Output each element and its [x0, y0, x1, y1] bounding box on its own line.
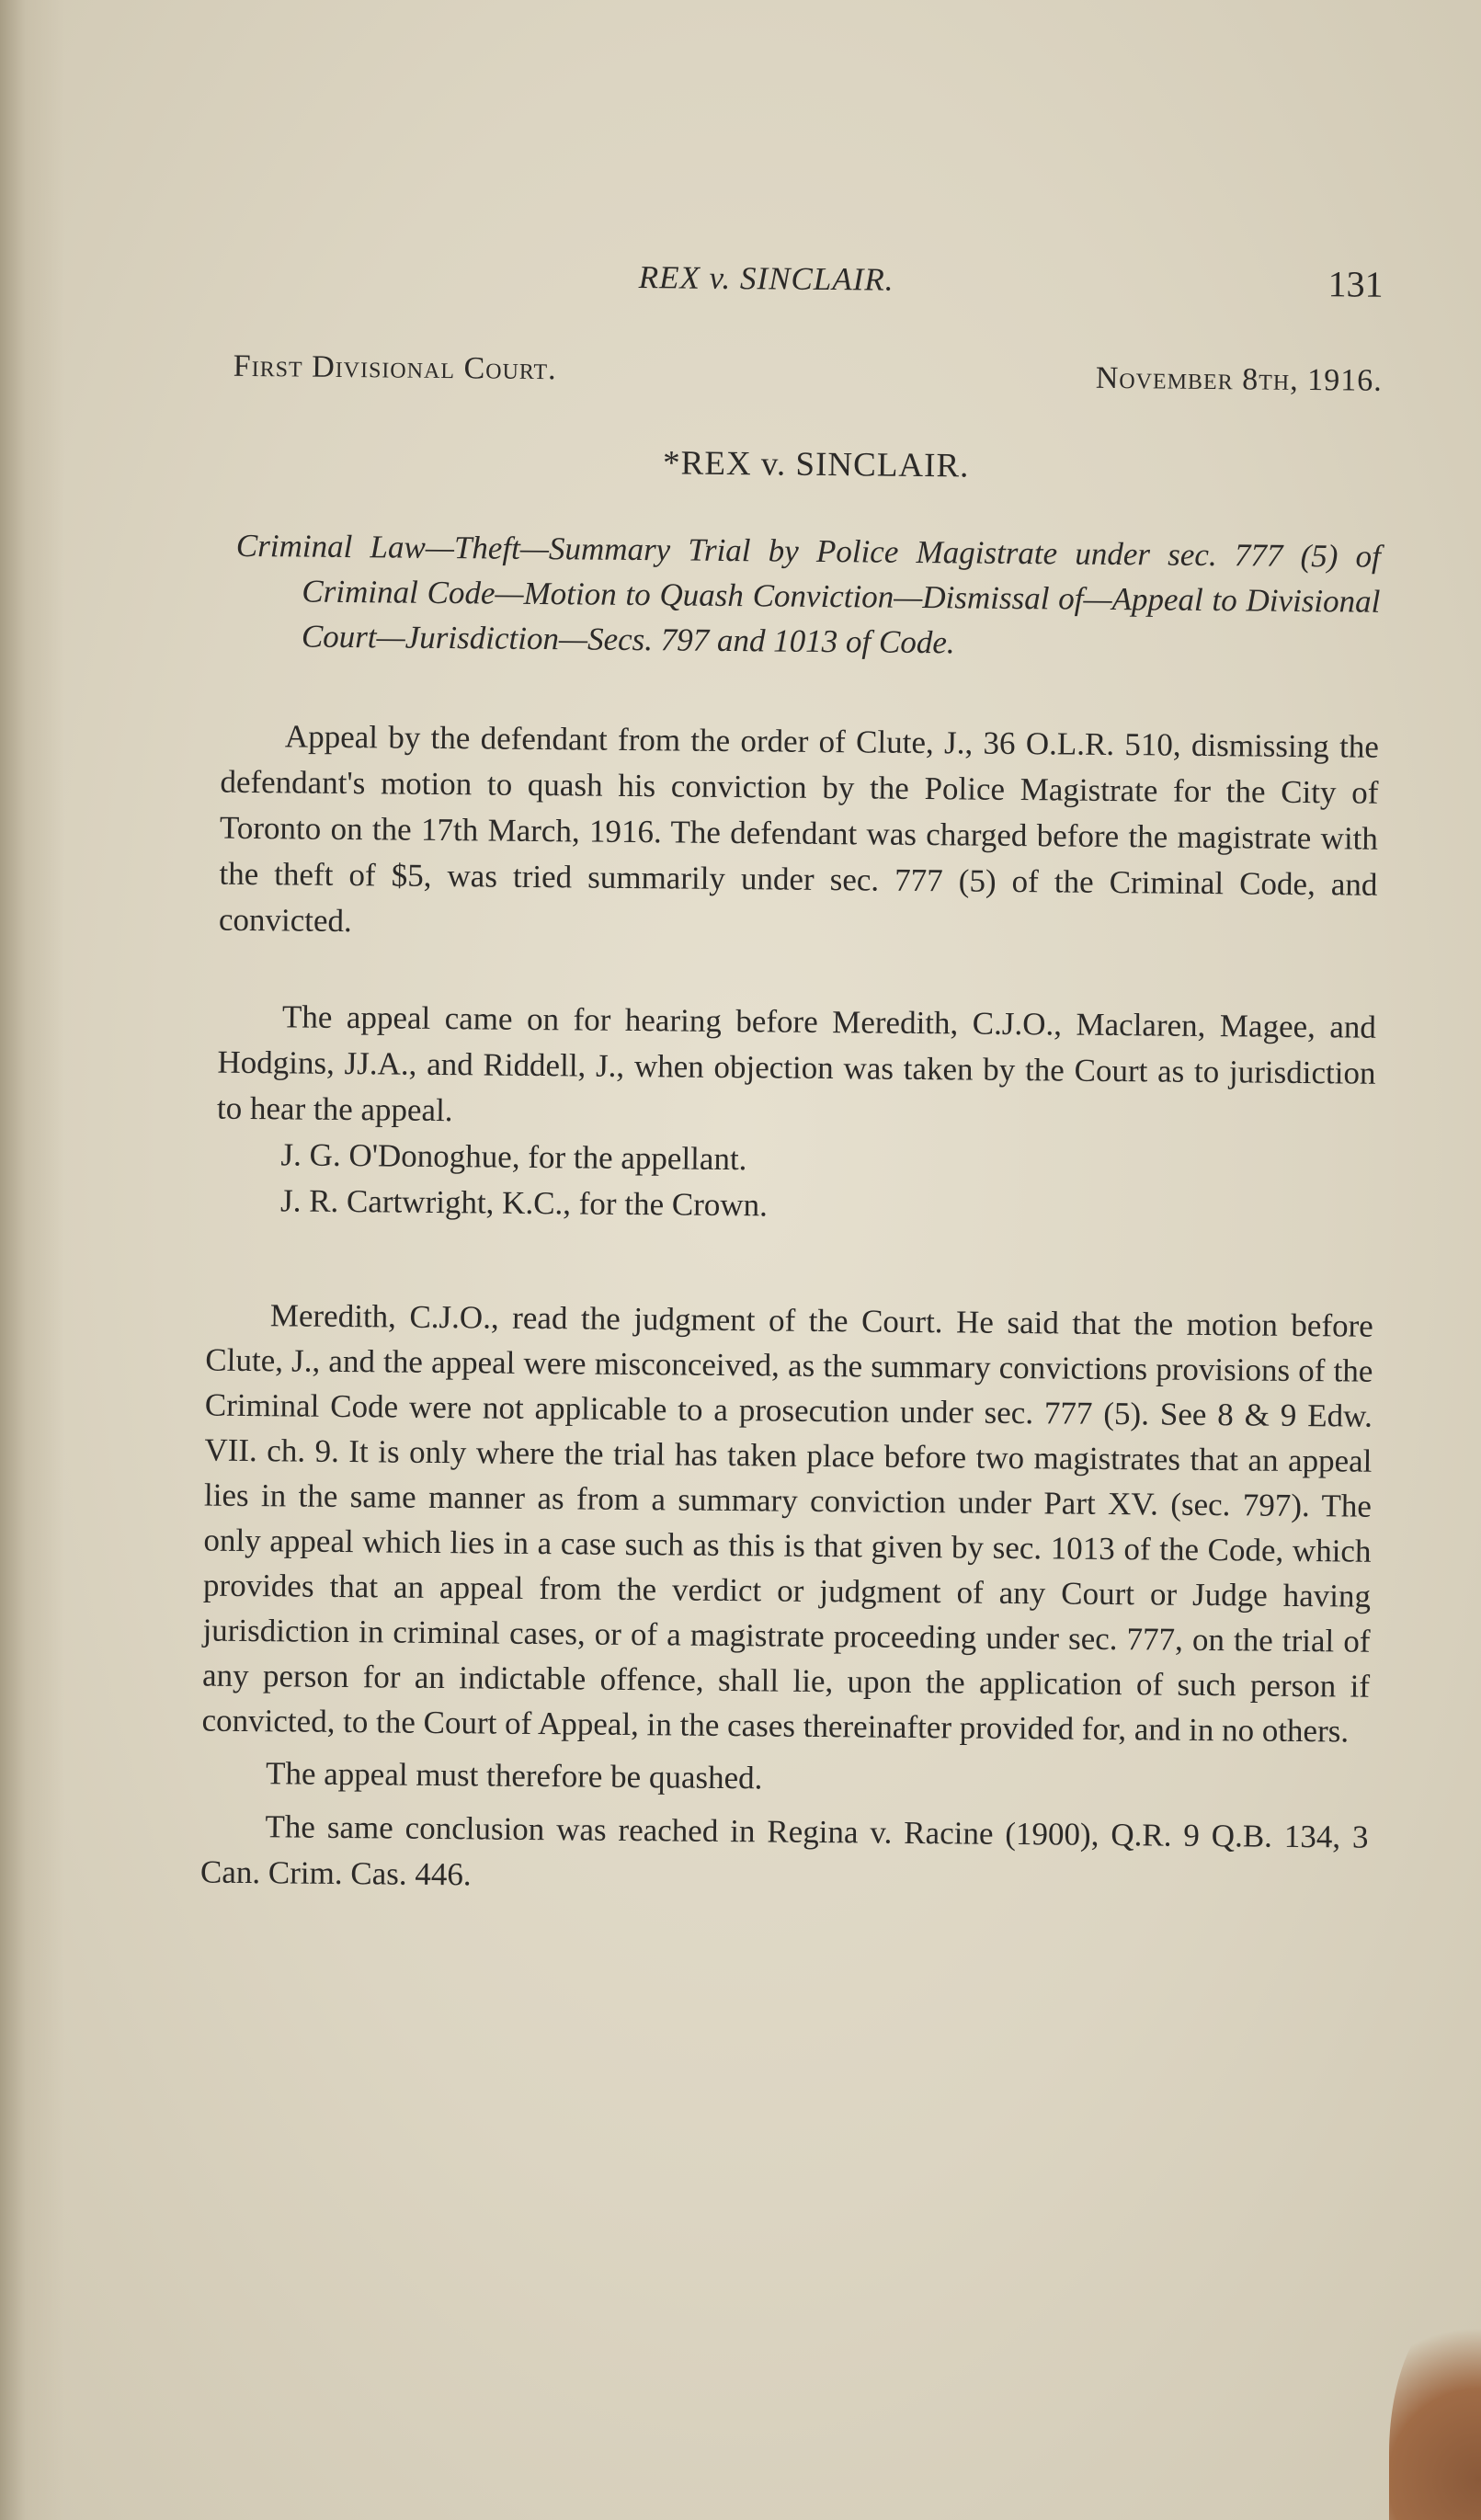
judgment-paragraph: Meredith, C.J.O., read the judgment of the Court. He said that the motion before Clute, J., and the appeal were misconceived, as the summary convictions provisions of the Criminal Code were not applicable to a prosecution under sec. 777 (5). See 8 & 9 Edw. VII. ch. 9. It is only where the trial has taken place before two magistrates that an appeal lies in the same manner as from a summary conviction under Part XV. (sec. 797). The only appeal which lies in a case such as this is that given by sec. 1013 of the Code, which provides that an appeal from the verdict or judgment of any Court or Judge having jurisdiction in criminal cases, or of a magistrate proceeding under sec. 777, on the trial of any person for an indictable offence, shall lie, upon the application of such person if convicted, to the Court of Appeal, in the cases thereinafter provided for, and in no others.: [201, 1297, 1373, 1750]
running-head-title: REX v. SINCLAIR.: [638, 259, 894, 298]
court-and-date: [233, 348, 1383, 425]
counsel-appellant: J. G. O'Donoghue, for the appellant.: [280, 1136, 747, 1178]
decision-date: November 8th, 1916.: [1095, 360, 1383, 398]
appeal-paragraph: The appeal came on for hearing before Meredith, C.J.O., Maclaren, Magee, and Hodgins, JJ.A., and Riddell, J., when objection was taken by the Court as to jurisdiction to hear the appeal.: [216, 998, 1377, 1129]
quash-paragraph: The appeal must therefore be quashed.: [265, 1755, 763, 1796]
court-name: First Divisional Court.: [233, 348, 557, 387]
headnote: Criminal Law—Theft—Summary Trial by Police Magistrate under sec. 777 (5) of Criminal Code—Motion to Quash Conviction—Dismissal of—Appeal to Divisional Court—Jurisdiction—Secs. 797 and 1013 of Code.: [235, 527, 1382, 661]
case-title: *REX v. SINCLAIR.: [662, 444, 970, 485]
counsel-crown: J. R. Cartwright, K.C., for the Crown.: [279, 1182, 769, 1224]
page-corner-stain: [1389, 2299, 1481, 2520]
running-head: [252, 248, 1384, 314]
page-content: [199, 248, 1384, 1907]
intro-paragraph: Appeal by the defendant from the order of Clute, J., 36 O.L.R. 510, dismissing the defendant's motion to quash his conviction by the Police Magistrate for the City of Toronto on the 17th March, 1916. The defendant was charged before the magistrate with the theft of $5, was tried summarily under sec. 777 (5) of the Criminal Code, and convicted.: [218, 718, 1380, 940]
page-edge-shadow: [0, 0, 64, 2520]
page-number: 131: [1327, 263, 1384, 305]
same-conclusion-paragraph: The same conclusion was reached in Regina v. Racine (1900), Q.R. 9 Q.B. 134, 3 Can. Crim. Cas. 446.: [199, 1808, 1369, 1893]
